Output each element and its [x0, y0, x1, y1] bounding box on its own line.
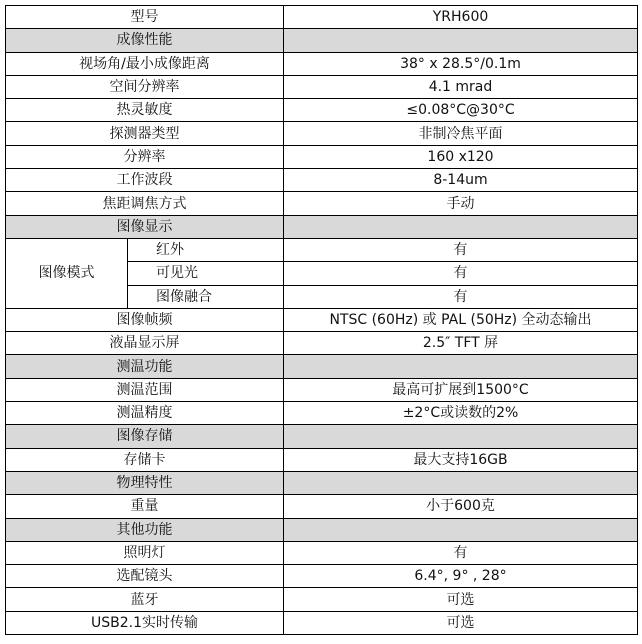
spec-value: 非制冷焦平面 — [284, 122, 638, 145]
sub-label: 可见光 — [128, 262, 284, 285]
section-label: 物理特性 — [6, 471, 284, 494]
section-value-empty — [284, 518, 638, 541]
section-label: 成像性能 — [6, 29, 284, 52]
sub-label: 红外 — [128, 238, 284, 261]
table-row — [6, 75, 638, 98]
section-value-empty — [284, 471, 638, 494]
spec-value: 2.5″ TFT 屏 — [284, 332, 638, 355]
section-value-empty — [284, 425, 638, 448]
section-label: 测温功能 — [6, 355, 284, 378]
section-header-row — [6, 29, 638, 52]
spec-label: 焦距调焦方式 — [6, 192, 284, 215]
table-row — [6, 52, 638, 75]
table-row — [6, 122, 638, 145]
spec-label: 工作波段 — [6, 169, 284, 192]
spec-table — [5, 5, 638, 635]
section-header-row — [6, 215, 638, 238]
spec-value: 8-14um — [284, 169, 638, 192]
spec-value: 有 — [284, 285, 638, 308]
section-header-row — [6, 355, 638, 378]
spec-value: ≤0.08°C@30°C — [284, 99, 638, 122]
spec-label: USB2.1实时传输 — [6, 611, 284, 634]
spec-value: 最高可扩展到1500°C — [284, 378, 638, 401]
table-row — [6, 169, 638, 192]
table-row — [6, 448, 638, 471]
table-row — [6, 378, 638, 401]
spec-label: 空间分辨率 — [6, 75, 284, 98]
spec-label: 存储卡 — [6, 448, 284, 471]
spec-label: 蓝牙 — [6, 588, 284, 611]
spec-label: 照明灯 — [6, 541, 284, 564]
spec-label: 选配镜头 — [6, 565, 284, 588]
section-label: 图像存储 — [6, 425, 284, 448]
spec-value: 有 — [284, 238, 638, 261]
spec-value: 160 x120 — [284, 145, 638, 168]
table-row — [6, 588, 638, 611]
spec-label: 测温精度 — [6, 402, 284, 425]
table-row — [6, 565, 638, 588]
table-row — [6, 99, 638, 122]
spec-value: 小于600克 — [284, 495, 638, 518]
spec-label: 液晶显示屏 — [6, 332, 284, 355]
table-row — [6, 332, 638, 355]
section-label: 其他功能 — [6, 518, 284, 541]
table-row — [6, 541, 638, 564]
section-label: 图像显示 — [6, 215, 284, 238]
spec-value: 最大支持16GB — [284, 448, 638, 471]
section-header-row — [6, 471, 638, 494]
sub-label: 图像融合 — [128, 285, 284, 308]
spec-value: NTSC (60Hz) 或 PAL (50Hz) 全动态输出 — [284, 308, 638, 331]
spec-value: 可选 — [284, 588, 638, 611]
table-row — [6, 611, 638, 634]
spec-value: 6.4°, 9° , 28° — [284, 565, 638, 588]
spec-label: 型号 — [6, 6, 284, 29]
table-row — [6, 192, 638, 215]
spec-label: 重量 — [6, 495, 284, 518]
spec-label: 测温范围 — [6, 378, 284, 401]
spec-label: 视场角/最小成像距离 — [6, 52, 284, 75]
table-row — [6, 402, 638, 425]
table-row — [6, 6, 638, 29]
section-value-empty — [284, 355, 638, 378]
spec-value: 有 — [284, 262, 638, 285]
spec-value: 手动 — [284, 192, 638, 215]
spec-table-body — [6, 6, 638, 635]
spec-label: 分辨率 — [6, 145, 284, 168]
spec-value: 38° x 28.5°/0.1m — [284, 52, 638, 75]
section-header-row — [6, 518, 638, 541]
table-row — [6, 308, 638, 331]
table-row — [6, 238, 638, 261]
spec-label: 探测器类型 — [6, 122, 284, 145]
spec-label: 热灵敏度 — [6, 99, 284, 122]
spec-value: YRH600 — [284, 6, 638, 29]
section-value-empty — [284, 215, 638, 238]
table-row — [6, 495, 638, 518]
spec-value: ±2°C或读数的2% — [284, 402, 638, 425]
section-header-row — [6, 425, 638, 448]
group-label: 图像模式 — [6, 238, 128, 308]
table-row — [6, 145, 638, 168]
spec-value: 4.1 mrad — [284, 75, 638, 98]
spec-label: 图像帧频 — [6, 308, 284, 331]
spec-value: 有 — [284, 541, 638, 564]
spec-value: 可选 — [284, 611, 638, 634]
section-value-empty — [284, 29, 638, 52]
